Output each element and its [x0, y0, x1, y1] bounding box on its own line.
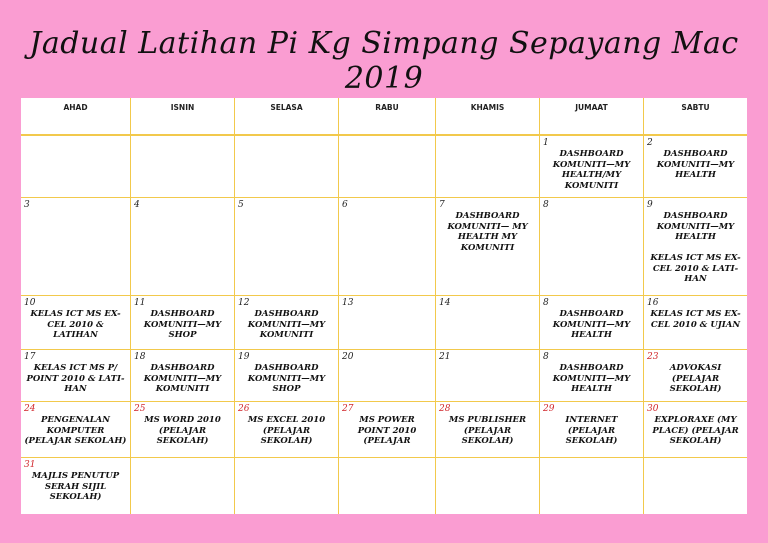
day-cell — [131, 136, 235, 198]
day-cell — [21, 402, 131, 458]
day-cell — [436, 402, 540, 458]
event-text: DASHBOARD KOMUNITI—MY HEALTH/MY KOMUNITI — [552, 149, 631, 191]
event-text: MS POWER POINT 2010 (PELAJAR — [357, 415, 417, 446]
day-number: 11 — [134, 298, 146, 308]
day-cell — [540, 198, 644, 296]
day-cell — [644, 350, 747, 402]
day-header-rabu: RABU — [339, 98, 436, 136]
event-text: EXPLORAXE (MY PLACE) (PELAJAR SEKOLAH) — [652, 415, 739, 446]
day-cell — [235, 350, 339, 402]
calendar-grid — [21, 98, 747, 514]
day-number: 5 — [238, 200, 244, 210]
event-text: MS PUBLISHER (PELAJAR SEKOLAH) — [448, 415, 527, 446]
day-cell — [339, 350, 436, 402]
day-number: 8 — [543, 298, 549, 308]
day-cell — [339, 402, 436, 458]
day-cell — [540, 350, 644, 402]
day-header-isnin: ISNIN — [131, 98, 235, 136]
day-number: 16 — [647, 298, 659, 308]
event-text: DASHBOARD KOMUNITI—MY HEALTH — [552, 309, 631, 340]
day-header-khamis: KHAMIS — [436, 98, 540, 136]
day-cell — [436, 136, 540, 198]
day-number: 20 — [342, 352, 354, 362]
day-cell — [21, 198, 131, 296]
day-number: 8 — [543, 200, 549, 210]
event-text: KELAS ICT MS P/ POINT 2010 & LATI- HAN — [26, 363, 125, 394]
day-number: 25 — [134, 404, 146, 414]
day-cell — [436, 350, 540, 402]
page-title: Jadual Latihan Pi Kg Simpang Sepayang Mac 2019 — [29, 26, 739, 96]
day-number: 24 — [24, 404, 36, 414]
day-number: 10 — [24, 298, 36, 308]
day-cell — [131, 198, 235, 296]
event-text: DASHBOARD KOMUNITI—MY HEALTH — [552, 363, 631, 394]
day-cell — [540, 136, 644, 198]
event-text: DASHBOARD KOMUNITI—MY KOMUNITI — [143, 363, 222, 394]
day-cell — [644, 198, 747, 296]
event-text: MAJLIS PENUTUP SERAH SIJIL SEKOLAH) — [31, 471, 120, 502]
day-number: 4 — [134, 200, 140, 210]
day-cell — [21, 136, 131, 198]
event-text: MS WORD 2010 (PELAJAR SEKOLAH) — [144, 415, 221, 446]
day-cell — [235, 198, 339, 296]
day-number: 26 — [238, 404, 250, 414]
day-number: 13 — [342, 298, 354, 308]
event-text: KELAS ICT MS EX- CEL 2010 & UJIAN — [650, 309, 741, 330]
day-cell — [644, 136, 747, 198]
day-cell — [235, 296, 339, 350]
day-cell — [436, 198, 540, 296]
event-text: INTERNET (PELAJAR SEKOLAH) — [565, 415, 618, 446]
day-cell — [235, 136, 339, 198]
day-number: 18 — [134, 352, 146, 362]
day-header-selasa: SELASA — [235, 98, 339, 136]
day-cell — [644, 458, 747, 514]
day-number: 30 — [647, 404, 659, 414]
event-text: DASHBOARD KOMUNITI—MY HEALTH KELAS ICT MS EX- CEL 2010 & LATI- HAN — [650, 211, 741, 284]
day-number: 17 — [24, 352, 36, 362]
day-cell — [21, 296, 131, 350]
event-text: DASHBOARD KOMUNITI—MY HEALTH — [656, 149, 735, 180]
day-header-ahad: AHAD — [21, 98, 131, 136]
day-cell — [131, 402, 235, 458]
day-number: 19 — [238, 352, 250, 362]
day-number: 14 — [439, 298, 451, 308]
day-number: 6 — [342, 200, 348, 210]
day-number: 29 — [543, 404, 555, 414]
day-number: 2 — [647, 138, 653, 148]
day-cell — [21, 458, 131, 514]
day-number: 12 — [238, 298, 250, 308]
day-cell — [540, 296, 644, 350]
day-cell — [131, 296, 235, 350]
day-cell — [339, 458, 436, 514]
day-cell — [339, 136, 436, 198]
day-number: 9 — [647, 200, 653, 210]
day-cell — [131, 458, 235, 514]
day-cell — [235, 458, 339, 514]
day-cell — [339, 296, 436, 350]
day-cell — [131, 350, 235, 402]
day-number: 27 — [342, 404, 354, 414]
event-text: DASHBOARD KOMUNITI—MY SHOP — [247, 363, 326, 394]
day-cell — [540, 458, 644, 514]
day-header-sabtu: SABTU — [644, 98, 747, 136]
day-cell — [436, 458, 540, 514]
day-cell — [235, 402, 339, 458]
event-text: ADVOKASI (PELAJAR SEKOLAH) — [669, 363, 722, 394]
event-text: DASHBOARD KOMUNITI—MY KOMUNITI — [247, 309, 326, 340]
event-text: KELAS ICT MS EX- CEL 2010 & LATIHAN — [30, 309, 121, 340]
day-cell — [21, 350, 131, 402]
event-text: DASHBOARD KOMUNITI— MY HEALTH MY KOMUNITI — [447, 211, 528, 253]
day-number: 28 — [439, 404, 451, 414]
day-header-jumaat: JUMAAT — [540, 98, 644, 136]
event-text: MS EXCEL 2010 (PELAJAR SEKOLAH) — [247, 415, 326, 446]
day-cell — [436, 296, 540, 350]
day-number: 31 — [24, 460, 36, 470]
day-number: 3 — [24, 200, 30, 210]
day-number: 7 — [439, 200, 445, 210]
day-number: 23 — [647, 352, 659, 362]
day-number: 1 — [543, 138, 549, 148]
day-cell — [644, 296, 747, 350]
event-text: DASHBOARD KOMUNITI—MY SHOP — [143, 309, 222, 340]
event-text: PENGENALAN KOMPUTER (PELAJAR SEKOLAH) — [24, 415, 127, 446]
day-number: 21 — [439, 352, 451, 362]
day-cell — [540, 402, 644, 458]
day-cell — [644, 402, 747, 458]
day-cell — [339, 198, 436, 296]
day-number: 8 — [543, 352, 549, 362]
